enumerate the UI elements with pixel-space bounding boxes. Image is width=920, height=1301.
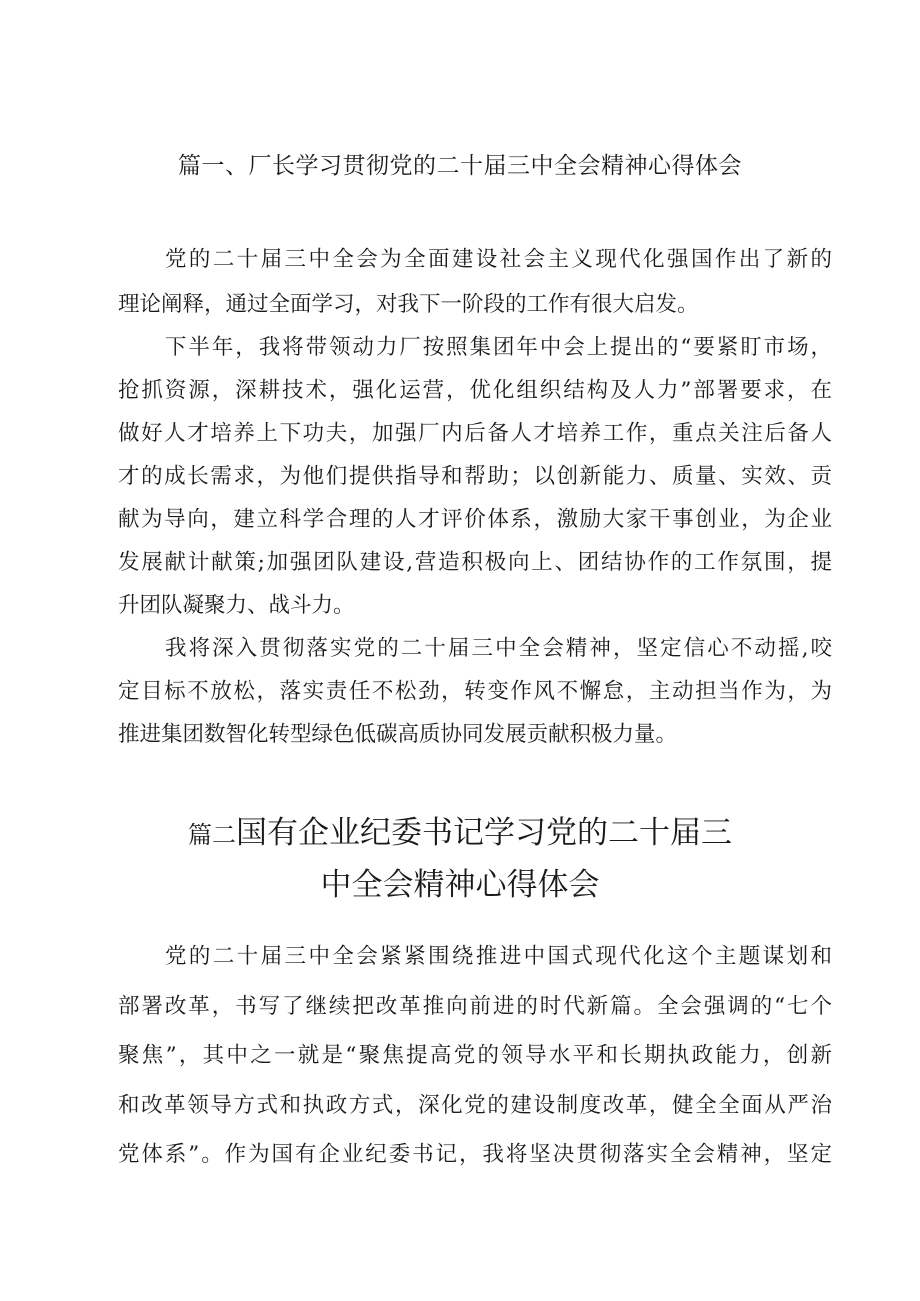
article-1-line: 才的成长需求，为他们提供指导和帮助；以创新能力、质量、实效、贡 (118, 464, 832, 489)
article-1-line: 推进集团数智化转型绿色低碳高质协同发展贡献积极力量。 (118, 722, 678, 747)
article-1-line: 理论阐释，通过全面学习，对我下一阶段的工作有很大启发。 (118, 292, 699, 317)
article-2-line: 和改革领导方式和执政方式，深化党的建设制度改革，健全全面从严治 (118, 1093, 832, 1118)
article-1-line: 抢抓资源，深耕技术，强化运营，优化组织结构及人力”部署要求，在 (118, 378, 832, 403)
article-1-line: 升团队凝聚力、战斗力。 (118, 593, 355, 618)
article-2-title-text: 国有企业纪委书记学习党的二十届三 (236, 815, 732, 851)
article-1-line: 定目标不放松，落实责任不松劲，转变作风不懈怠，主动担当作为，为 (118, 679, 832, 704)
article-1-title: 篇一、厂长学习贯彻党的二十届三中全会精神心得体会 (178, 153, 742, 179)
article-1-line: 我将深入贯彻落实党的二十届三中全会精神，坚定信心不动摇,咬 (165, 636, 832, 661)
article-2-title-prefix: 篇二 (188, 821, 236, 849)
article-2-title-line-2: 中全会精神心得体会 (320, 867, 600, 903)
article-1-line: 做好人才培养上下功夫，加强厂内后备人才培养工作，重点关注后备人 (118, 421, 832, 446)
article-1-line: 下半年，我将带领动力厂按照集团年中会上提出的“要紧盯市场， (165, 335, 832, 360)
article-2-line: 聚焦”，其中之一就是“聚焦提高党的领导水平和长期执政能力，创新 (118, 1043, 832, 1068)
article-2-line: 部署改革，书写了继续把改革推向前进的时代新篇。全会强调的“七个 (118, 994, 832, 1019)
article-1-line: 献为导向，建立科学合理的人才评价体系，激励大家干事创业，为企业 (118, 507, 832, 532)
article-2-title (0, 808, 920, 910)
article-1-line: 党的二十届三中全会为全面建设社会主义现代化强国作出了新的 (165, 247, 832, 272)
article-1-line: 发展献计献策;加强团队建设,营造积极向上、团结协作的工作氛围，提 (118, 550, 832, 575)
article-2-line: 党体系”。作为国有企业纪委书记，我将坚决贯彻落实全会精神，坚定 (118, 1142, 832, 1167)
article-2-title-line-1 (0, 808, 920, 860)
article-2-line: 党的二十届三中全会紧紧围绕推进中国式现代化这个主题谋划和 (165, 944, 832, 969)
